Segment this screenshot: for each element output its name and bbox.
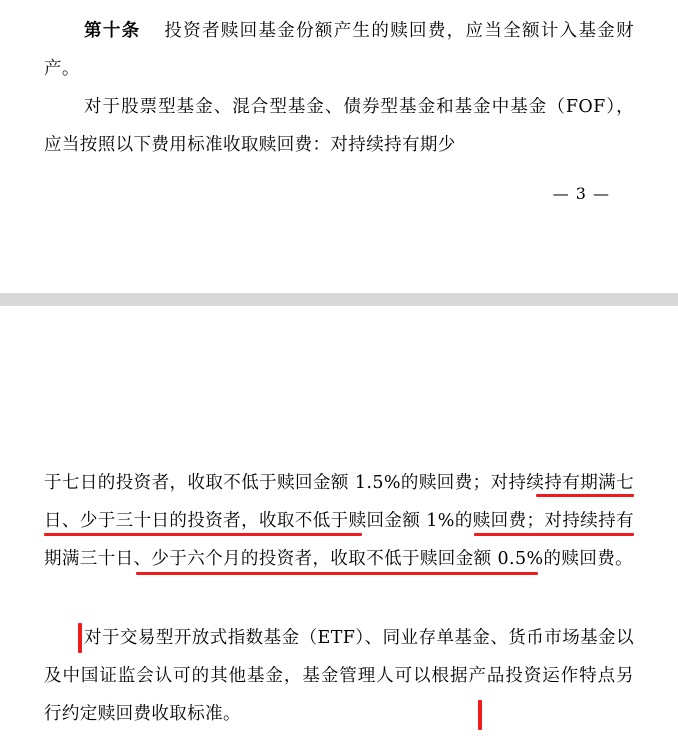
redemption-fee-paragraph: 于七日的投资者，收取不低于赎回金额 1.5%的赎回费；对持续持有期满七日、少于三十日的投资者，收取不低于赎回金额 1%的赎回费；对持续持有期满三十日、少于六个月的投资者，收取不低于赎回金额 0.5%的赎回费。 xyxy=(44,473,634,569)
redemption-fee-block xyxy=(44,464,634,578)
fund-types-paragraph: 对于股票型基金、混合型基金、债券型基金和基金中基金（FOF），应当按照以下费用标准收取赎回费：对持续持有期少 xyxy=(44,97,634,155)
article-paragraph xyxy=(44,12,634,88)
page-number: — 3 — xyxy=(552,184,610,203)
page-fragment-bottom xyxy=(0,306,678,738)
article-text: 投资者赎回基金份额产生的赎回费，应当全额计入基金财产。 xyxy=(44,21,635,79)
etf-fund-paragraph: 对于交易型开放式指数基金（ETF）、同业存单基金、货币市场基金以及中国证监会认可的其他基金，基金管理人可以根据产品投资运作特点另行约定赎回费收取标准。 xyxy=(44,628,634,724)
page-fragment-top xyxy=(0,0,678,293)
article-label: 第十条 xyxy=(84,21,141,41)
page-separator xyxy=(0,293,678,306)
etf-fund-block xyxy=(44,619,634,733)
